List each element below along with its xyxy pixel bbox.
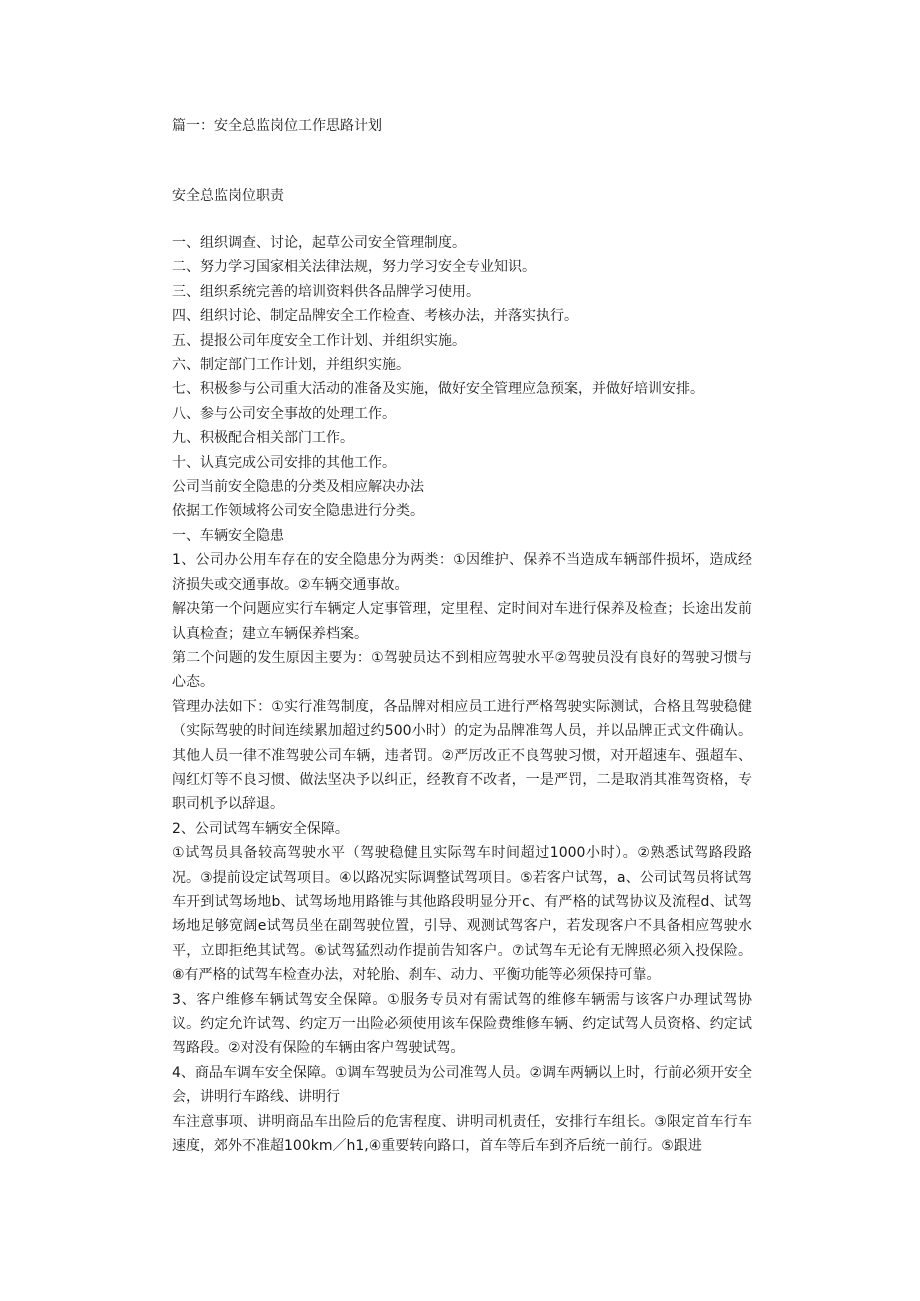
paragraph: 公司当前安全隐患的分类及相应解决办法	[172, 479, 424, 496]
paragraph: 七、积极参与公司重大活动的准备及实施，做好安全管理应急预案，并做好培训安排。	[172, 381, 704, 398]
paragraph: 一、组织调查、讨论，起草公司安全管理制度。	[172, 235, 466, 251]
paragraph: 五、提报公司年度安全工作计划、并组织实施。	[172, 332, 466, 349]
paragraph: 二、努力学习国家相关法律法规，努力学习安全专业知识。	[172, 259, 536, 276]
paragraph: 八、参与公司安全事故的处理工作。	[172, 405, 396, 422]
paragraph: 3、客户维修车辆试驾安全保障。①服务专员对有需试驾的维修车辆需与该客户办理试驾协议。约定允许试驾、约定万一出险必须使用该车保险费维修车辆、约定试驾人员资格、约定试驾路段。②对没有保险的车辆由客户驾驶试驾。	[172, 991, 752, 1057]
document-title: 篇一：安全总监岗位工作思路计划	[172, 118, 382, 134]
paragraph: 六、制定部门工作计划，并组织实施。	[172, 357, 410, 374]
paragraph: 解决第一个问题应实行车辆定人定事管理，定里程、定时间对车进行保养及检查；长途出发前认真检查；建立车辆保养档案。	[172, 601, 752, 642]
document-subtitle: 安全总监岗位职责	[172, 188, 284, 204]
paragraph: 4、商品车调车安全保障。①调车驾驶员为公司准驾人员。②调车两辆以上时，行前必须开安全会，讲明行车路线、讲明行	[172, 1064, 753, 1106]
paragraph: 2、公司试驾车辆安全保障。	[172, 820, 349, 837]
paragraph: 三、组织系统完善的培训资料供各品牌学习使用。	[172, 283, 480, 300]
paragraph: 依据工作领域将公司安全隐患进行分类。	[172, 503, 424, 520]
paragraph: 第二个问题的发生原因主要为：①驾驶员达不到相应驾驶水平②驾驶员没有良好的驾驶习惯与心态。	[172, 649, 752, 691]
paragraph: 一、车辆安全隐患	[172, 527, 284, 544]
paragraph: ①试驾员具备较高驾驶水平（驾驶稳健且实际驾车时间超过1000小时）。②熟悉试驾路段路况。③提前设定试驾项目。④以路况实际调整试驾项目。⑤若客户试驾，a、公司试驾员将试驾车开到试驾场地b、试驾场地用路锥与其他路段明显分开c、有严格的试驾协议及流程d、试驾场地足够宽阔e试驾员坐在副驾驶位置，引导、观测试驾客户，若发现客户不具备相应驾驶水平，立即拒绝其试驾。⑥试驾猛烈动作提前告知客户。⑦试驾车无论有无牌照必须入投保险。⑧有严格的试驾车检查办法，对轮胎、刹车、动力、平衡功能等必须保持可靠。	[172, 845, 752, 984]
document-body	[172, 231, 752, 1158]
paragraph: 四、组织讨论、制定品牌安全工作检查、考核办法，并落实执行。	[172, 308, 578, 325]
paragraph: 1、公司办公用车存在的安全隐患分为两类：①因维护、保养不当造成车辆部件损坏，造成经济损失或交通事故。②车辆交通事故。	[172, 552, 752, 593]
paragraph: 九、积极配合相关部门工作。	[172, 430, 354, 447]
paragraph: 十、认真完成公司安排的其他工作。	[172, 454, 396, 471]
paragraph: 车注意事项、讲明商品车出险后的危害程度、讲明司机责任，安排行车组长。③限定首车行车速度，郊外不准超100km／h1,④重要转向路口，首车等后车到齐后统一前行。⑤跟进	[172, 1113, 752, 1155]
paragraph: 管理办法如下：①实行准驾制度，各品牌对相应员工进行严格驾驶实际测试，合格且驾驶稳健（实际驾驶的时间连续累加超过约500小时）的定为品牌准驾人员，并以品牌正式文件确认。其他人员一律不准驾驶公司车辆，违者罚。②严厉改正不良驾驶习惯，对开超速车、强超车、闯红灯等不良习惯、做法坚决予以纠正，经教育不改者，一是严罚，二是取消其准驾资格，专职司机予以辞退。	[172, 698, 752, 813]
